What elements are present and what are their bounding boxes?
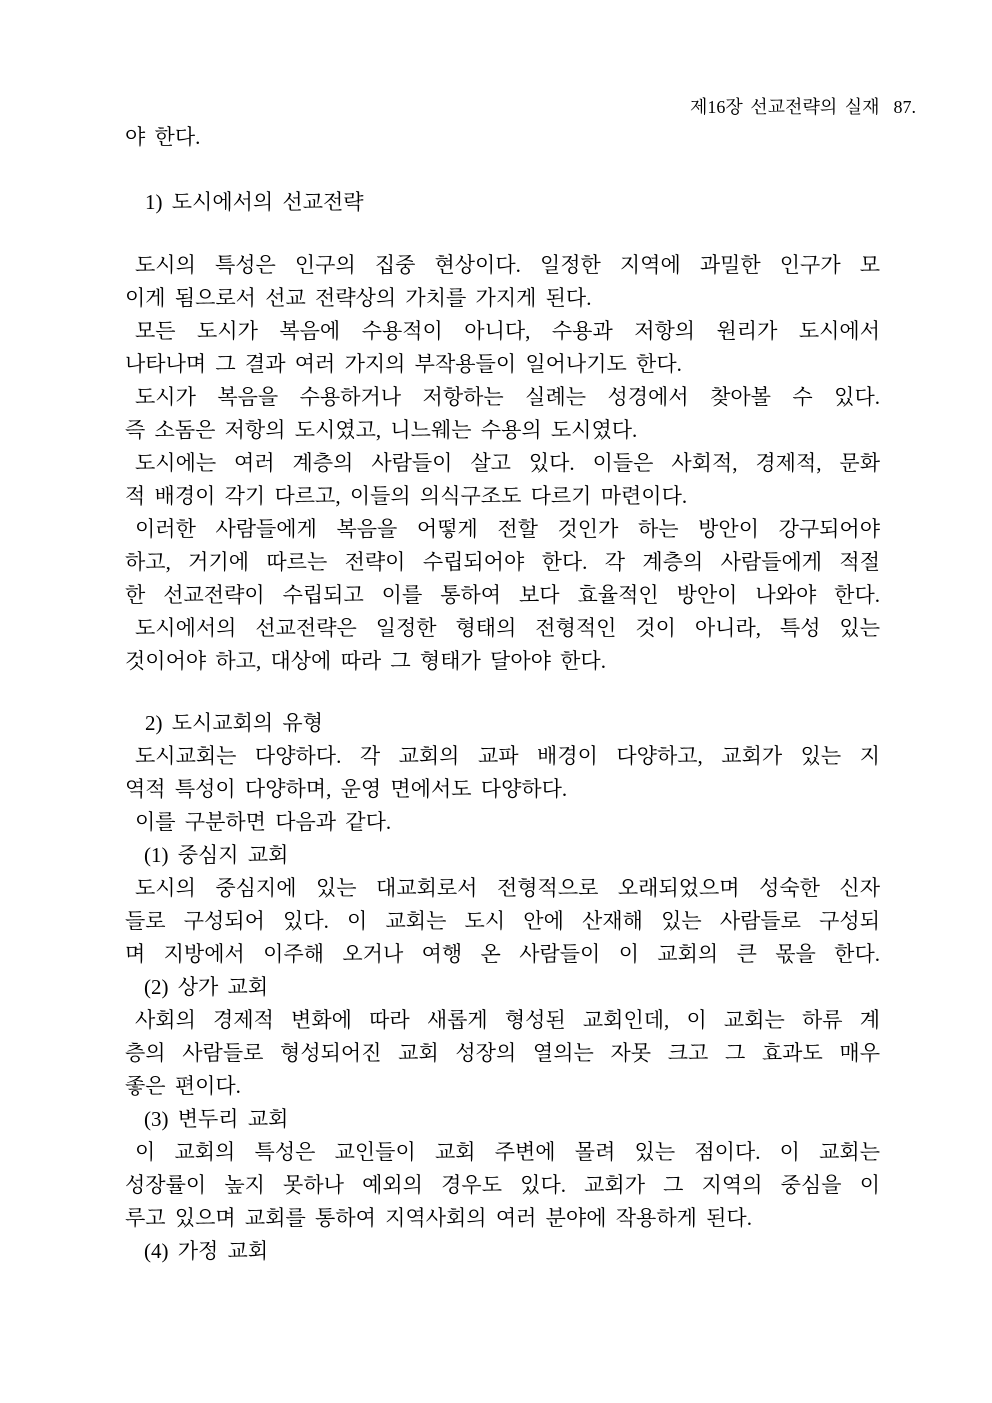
text-line: (4) 가정 교회: [144, 1239, 269, 1263]
text-line: 이를 구분하면 다음과 같다.: [135, 810, 392, 834]
text-line: 도시의 특성은 인구의 집중 현상이다. 일정한 지역에 과밀한 인구가 모: [135, 253, 880, 277]
section-1-body: [125, 249, 880, 678]
text-line: 도시교회는 다양하다. 각 교회의 교파 배경이 다양하고, 교회가 있는 지: [135, 744, 880, 768]
text-line: 도시가 복음을 수용하거나 저항하는 실례는 성경에서 찾아볼 수 있다.: [135, 385, 880, 409]
text-line: (3) 변두리 교회: [144, 1107, 289, 1131]
text-line: 적 배경이 각기 다르고, 이들의 의식구조도 다르기 마련이다.: [125, 484, 688, 508]
text-line: 며 지방에서 이주해 오거나 여행 온 사람들이 이 교회의 큰 몫을 한다.: [125, 942, 880, 966]
text-line: 즉 소돔은 저항의 도시였고, 니느웨는 수용의 도시였다.: [125, 418, 638, 442]
text-line: 성장률이 높지 못하나 예외의 경우도 있다. 교회가 그 지역의 중심을 이: [125, 1173, 880, 1197]
text-line: 사회의 경제적 변화에 따라 새롭게 형성된 교회인데, 이 교회는 하류 계: [135, 1008, 880, 1032]
section-heading-1: 1) 도시에서의 선교전략: [145, 190, 364, 214]
running-header-chapter: 제16장 선교전략의 실재: [690, 97, 880, 117]
text-line: 역적 특성이 다양하며, 운영 면에서도 다양하다.: [125, 777, 568, 801]
text-line: 나타나며 그 결과 여러 가지의 부작용들이 일어나기도 한다.: [125, 352, 682, 376]
text-line: 들로 구성되어 있다. 이 교회는 도시 안에 산재해 있는 사람들로 구성되: [125, 909, 880, 933]
text-line: 좋은 편이다.: [125, 1074, 241, 1098]
text-line: 하고, 거기에 따르는 전략이 수립되어야 한다. 각 계층의 사람들에게 적절: [125, 550, 880, 574]
text-line: 루고 있으며 교회를 통하여 지역사회의 여러 분야에 작용하게 된다.: [125, 1206, 752, 1230]
carryover-line: 야 한다.: [125, 125, 201, 149]
text-line: (2) 상가 교회: [144, 975, 269, 999]
text-line: 도시에서의 선교전략은 일정한 형태의 전형적인 것이 아니라, 특성 있는: [135, 616, 880, 640]
text-line: 도시에는 여러 계층의 사람들이 살고 있다. 이들은 사회적, 경제적, 문화: [135, 451, 880, 475]
text-column: [125, 0, 880, 1268]
section-heading-2: 2) 도시교회의 유형: [145, 711, 323, 735]
text-line: (1) 중심지 교회: [144, 843, 289, 867]
text-line: 층의 사람들로 형성되어진 교회 성장의 열의는 자못 크고 그 효과도 매우: [125, 1041, 880, 1065]
text-line: 이 교회의 특성은 교인들이 교회 주변에 몰려 있는 점이다. 이 교회는: [135, 1140, 880, 1164]
text-line: 한 선교전략이 수립되고 이를 통하여 보다 효율적인 방안이 나와야 한다.: [125, 583, 880, 607]
text-line: 것이어야 하고, 대상에 따라 그 형태가 달아야 한다.: [125, 649, 606, 673]
text-line: 모든 도시가 복음에 수용적이 아니다, 수용과 저항의 원리가 도시에서: [135, 319, 880, 343]
page-number: 87.: [893, 97, 916, 117]
text-line: 도시의 중심지에 있는 대교회로서 전형적으로 오래되었으며 성숙한 신자: [135, 876, 880, 900]
text-line: 이러한 사람들에게 복음을 어떻게 전할 것인가 하는 방안이 강구되어야: [135, 517, 880, 541]
text-line: 이게 됨으로서 선교 전략상의 가치를 가지게 된다.: [125, 286, 592, 310]
section-2-body: [125, 740, 880, 1268]
